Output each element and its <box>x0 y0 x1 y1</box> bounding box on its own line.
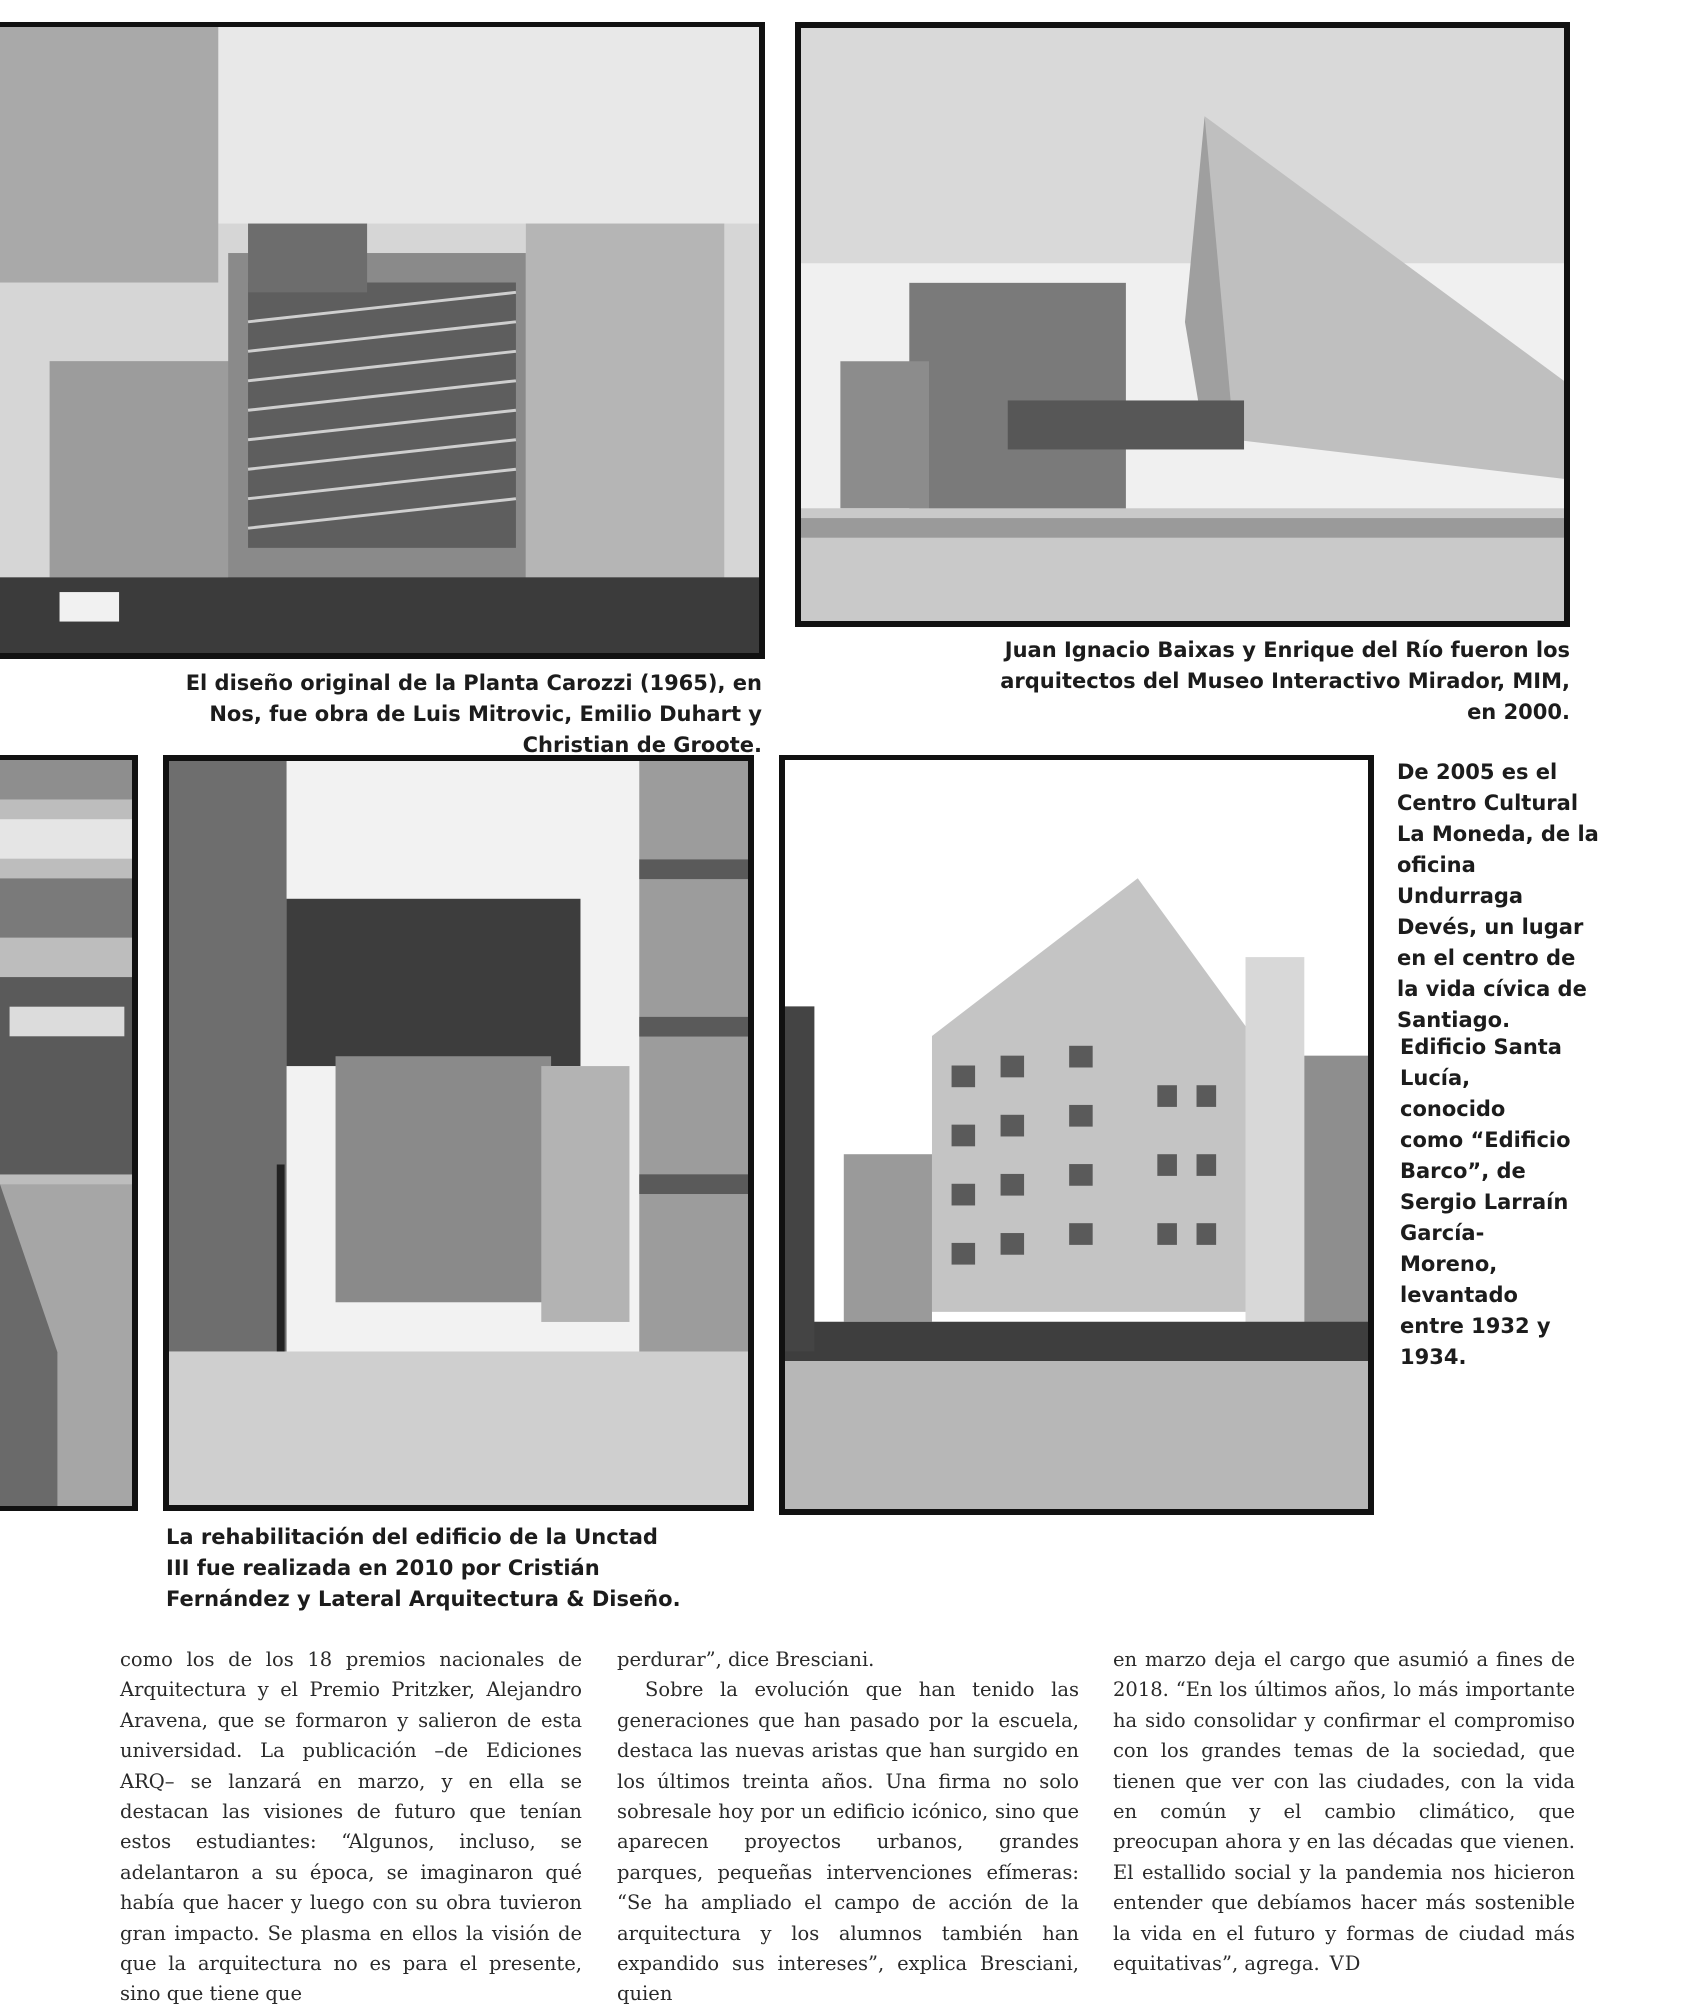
article-paragraph: Sobre la evolución que han tenido las generaciones que han pasado por la escuela, destaca las nuevas aristas que han surgido en los últimos treinta años. Una firma no solo sobresale hoy por un edificio icónico, sino que aparecen proyectos urbanos, grandes parques, pequeñas intervenciones efímeras: “Se ha ampliado el campo de acción de la arquitectura y los alumnos también han expandido sus intereses”, explica Bresciani, quien <box>617 1678 1079 2006</box>
photo-barco-image <box>785 760 1368 1509</box>
photo-edificio-barco <box>779 755 1374 1515</box>
photo-centro-cultural-la-moneda <box>0 755 138 1511</box>
article-paragraph: como los de los 18 premios nacionales de Arquitectura y el Premio Pritzker, Alejandro Aravena, que se formaron y salieron de esta universidad. La publicación –de Ediciones ARQ– se lanzará en marzo, y en ella se destacan las visiones de futuro que tenían estos estudiantes: “Algunos, incluso, se adelantaron a su época, se imaginaron qué había que hacer y luego con su obra tuvieron gran impacto. Se plasma en ellos la visión de que la arquitectura no es para el presente, sino que tiene que <box>120 1648 582 2006</box>
article-paragraph: perdurar”, dice Bresciani. <box>617 1648 875 1671</box>
photo-moneda-image <box>0 760 132 1506</box>
article-column-3 <box>1113 1645 1575 1979</box>
article-paragraph-text: en marzo deja el cargo que asumió a fines de 2018. “En los últimos años, lo más importante ha sido consolidar y confirmar el compromiso con los grandes temas de la sociedad, que tienen que ver con las ciudades, con la vida en común y el cambio climático, que preocupan ahora y en las décadas que vienen. El estallido social y la pandemia nos hicieron entender que debíamos hacer más sostenible la vida en el futuro y formas de ciudad más equitativas”, agrega. <box>1113 1648 1575 1976</box>
photo-carozzi-image <box>0 27 759 653</box>
article-column-1 <box>120 1645 582 2010</box>
article-paragraph <box>1113 1645 1575 1979</box>
photo-unctad-image <box>169 761 748 1505</box>
caption-museo-interactivo-mirador: Juan Ignacio Baixas y Enrique del Río fueron los arquitectos del Museo Interactivo Mirador, MIM, en 2000. <box>1000 638 1570 724</box>
photo-edificio-unctad-iii <box>163 755 754 1511</box>
caption-centro-cultural-la-moneda: De 2005 es el Centro Cultural La Moneda, de la oficina Undurraga Devés, un lugar en el centro de la vida cívica de Santiago. <box>1397 760 1599 1032</box>
photo-mim-image <box>801 28 1564 621</box>
photo-planta-carozzi <box>0 22 765 659</box>
caption-edificio-unctad-iii: La rehabilitación del edificio de la Unctad III fue realizada en 2010 por Cristián Fernández y Lateral Arquitectura & Diseño. <box>166 1525 681 1611</box>
caption-edificio-barco: Edificio Santa Lucía, conocido como “Edificio Barco”, de Sergio Larraín García-Moreno, levantado entre 1932 y 1934. <box>1400 1035 1571 1369</box>
caption-planta-carozzi: El diseño original de la Planta Carozzi (1965), en Nos, fue obra de Luis Mitrovic, Emilio Duhart y Christian de Groote. <box>185 671 762 757</box>
photo-museo-interactivo-mirador <box>795 22 1570 627</box>
article-column-2 <box>617 1645 1079 2010</box>
signoff-mark: VD <box>1329 1952 1362 1976</box>
